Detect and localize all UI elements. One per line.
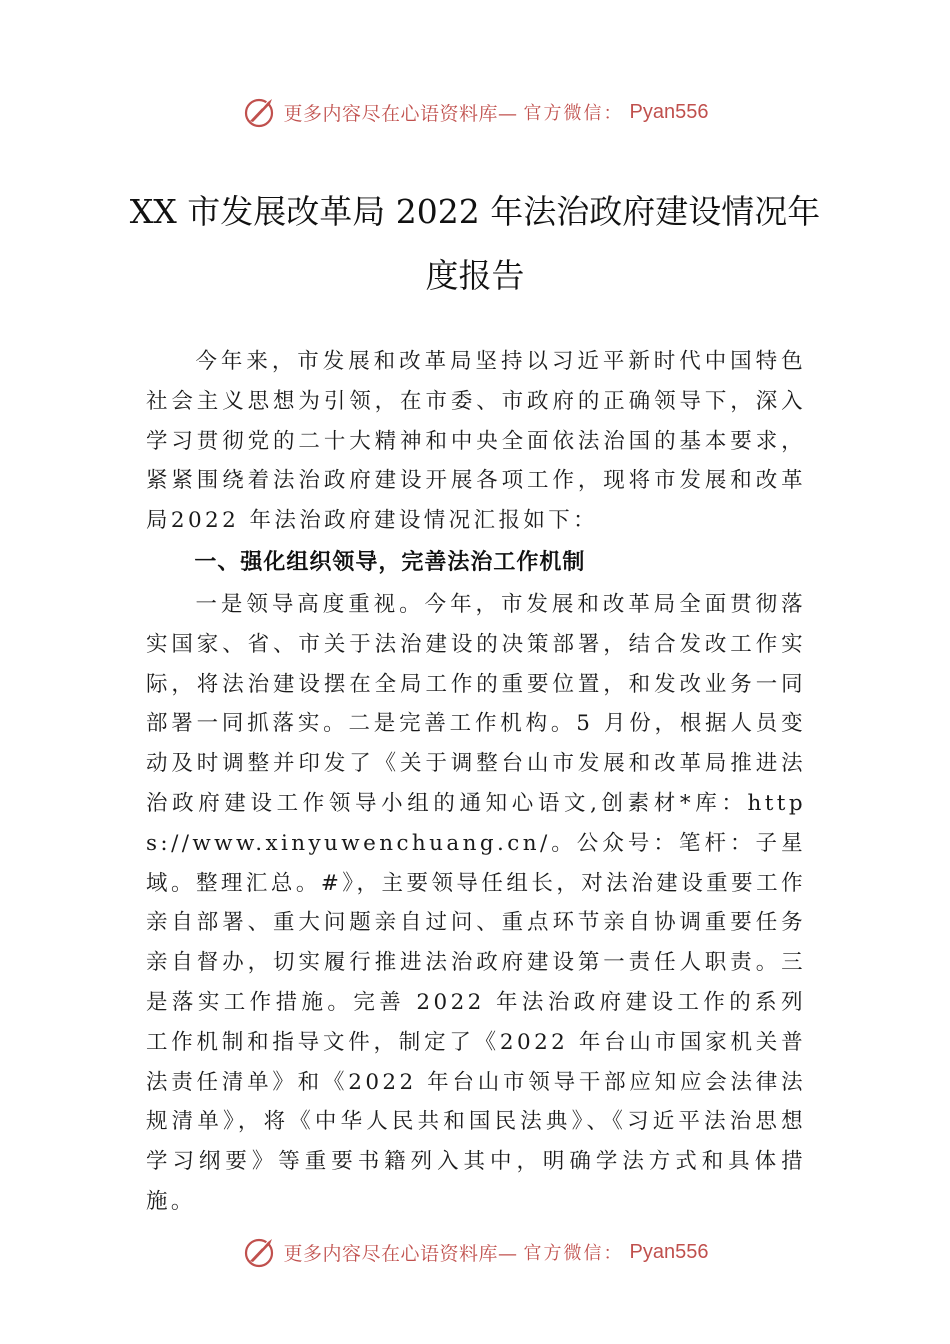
- header-watermark-banner: [0, 92, 950, 132]
- section-heading: 一、强化组织领导，完善法治工作机制: [194, 549, 586, 575]
- document-title: XX 市发展改革局 2022 年法治政府建设情况年度报告: [129, 192, 821, 295]
- document-body: [146, 342, 806, 1222]
- banner-text: 更多内容尽在心语资料库—: [283, 102, 518, 125]
- footer-watermark-banner: [0, 1232, 950, 1272]
- banner-text: 更多内容尽在心语资料库—: [283, 1242, 518, 1265]
- quill-pen-logo-icon: [242, 94, 278, 130]
- banner-wechat-id: Pyan556: [629, 100, 709, 123]
- banner-wechat-id: Pyan556: [629, 1240, 709, 1263]
- section-paragraph: 一是领导高度重视。今年，市发展和改革局全面贯彻落实国家、省、市关于法治建设的决策部署，结合发改工作实际，将法治建设摆在全局工作的重要位置，和发改业务一同部署一同抓落实。二是完善工作机构。5 月份，根据人员变动及时调整并印发了《关于调整台山市发展和改革局推进法治政府建设工作领导小组的通知心语文,创素材*库：https://www.xinyuwenchuang.cn/。公众号：笔杆：子星域。整理汇总。#》，主要领导任组长，对法治建设重要工作亲自部署、重大问题亲自过问、重点环节亲自协调重要任务亲自督办，切实履行推进法治政府建设第一责任人职责。三是落实工作措施。完善 2022 年法治政府建设工作的系列工作机制和指导文件，制定了《2022 年台山市国家机关普法责任清单》和《2022 年台山市领导干部应知应会法律法规清单》，将《中华人民共和国民法典》、《习近平法治思想学习纲要》等重要书籍列入其中，明确学法方式和具体措施。: [146, 591, 806, 1214]
- banner-wechat-label: 官方微信：: [523, 103, 624, 124]
- quill-pen-logo-icon: [242, 1234, 278, 1270]
- banner-wechat-label: 官方微信：: [523, 1243, 624, 1264]
- intro-paragraph: 今年来，市发展和改革局坚持以习近平新时代中国特色社会主义思想为引领，在市委、市政府的正确领导下，深入学习贯彻党的二十大精神和中央全面依法治国的基本要求， 紧紧围绕着法治政府建设开展各项工作，现将市发展和改革局2022 年法治政府建设情况汇报如下：: [146, 349, 806, 534]
